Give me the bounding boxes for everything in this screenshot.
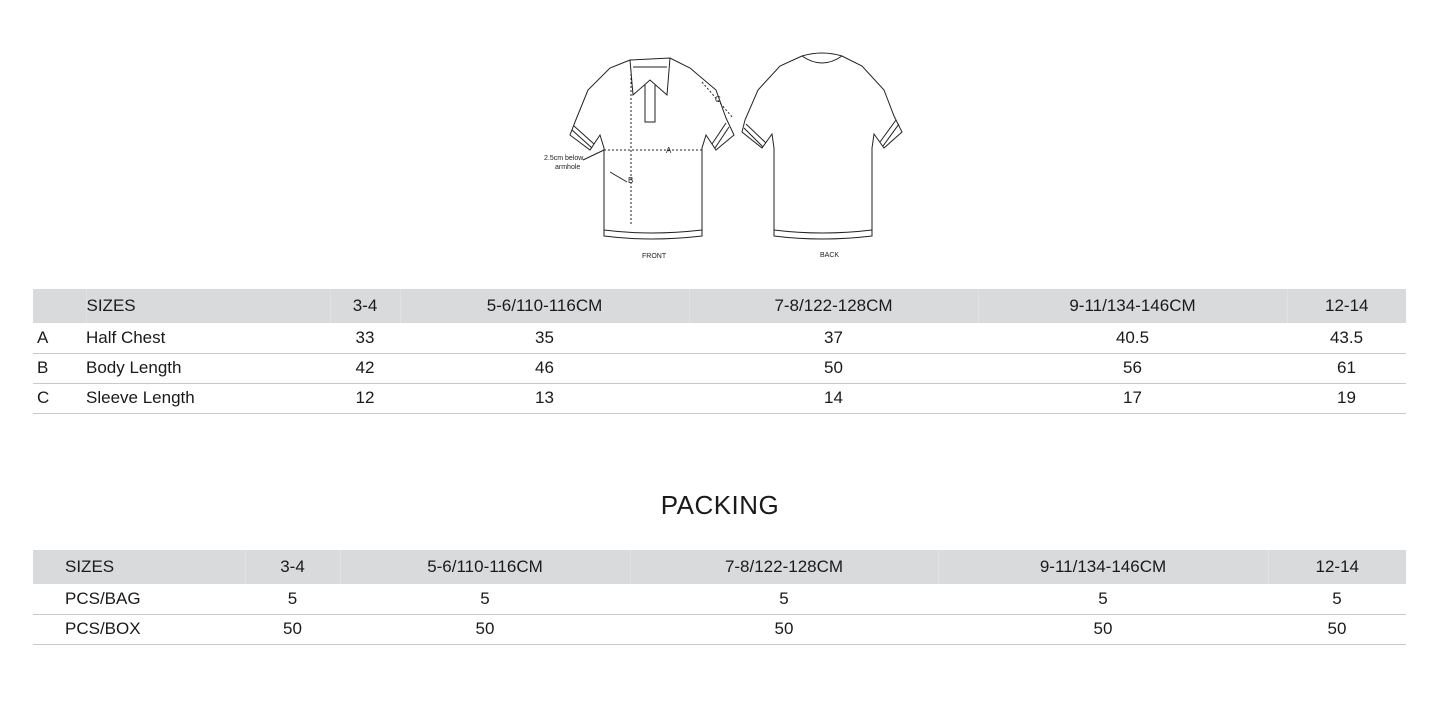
- size-header-col: 3-4: [330, 289, 400, 323]
- table-cell: 61: [1287, 353, 1406, 383]
- table-cell: 37: [689, 323, 978, 353]
- packing-header-col: 5-6/110-116CM: [340, 550, 630, 584]
- table-cell: 46: [400, 353, 689, 383]
- row-label: Sleeve Length: [86, 383, 330, 413]
- table-cell: 40.5: [978, 323, 1287, 353]
- table-cell: 14: [689, 383, 978, 413]
- table-cell: 35: [400, 323, 689, 353]
- table-cell: 13: [400, 383, 689, 413]
- table-cell: 12: [330, 383, 400, 413]
- table-row: [33, 614, 1406, 644]
- packing-header-sizes: SIZES: [65, 557, 115, 576]
- table-cell: 50: [689, 353, 978, 383]
- table-cell: 50: [245, 614, 340, 644]
- back-collar: [802, 56, 842, 63]
- table-cell: 5: [938, 584, 1268, 614]
- front-hem: [604, 230, 702, 233]
- table-cell: 56: [978, 353, 1287, 383]
- polo-shirt-drawing: [530, 40, 910, 270]
- armhole-note-line1: 2.5cm below: [544, 155, 584, 162]
- table-row: [33, 323, 1406, 353]
- table-cell: 50: [630, 614, 938, 644]
- table-cell: 50: [938, 614, 1268, 644]
- packing-header-row: [33, 550, 1406, 584]
- row-code: C: [33, 383, 86, 413]
- front-sleeve-right-hem: [712, 123, 729, 148]
- row-label: PCS/BAG: [33, 584, 245, 614]
- size-header-col: 12-14: [1287, 289, 1406, 323]
- table-cell: 50: [340, 614, 630, 644]
- table-cell: 5: [1268, 584, 1406, 614]
- row-label: Half Chest: [86, 323, 330, 353]
- table-cell: 5: [245, 584, 340, 614]
- table-cell: 50: [1268, 614, 1406, 644]
- table-cell: 19: [1287, 383, 1406, 413]
- back-sleeve-right-hem: [880, 120, 899, 146]
- marker-b-label: B: [628, 176, 634, 185]
- polo-shirt-illustration: [530, 40, 910, 270]
- front-shirt-outline: [570, 58, 734, 239]
- table-cell: 33: [330, 323, 400, 353]
- front-placket: [645, 85, 655, 122]
- size-header-sizes: SIZES: [86, 289, 330, 323]
- armhole-note-line2: armhole: [555, 164, 581, 171]
- size-chart-table: [33, 289, 1406, 414]
- table-row: [33, 353, 1406, 383]
- table-cell: 17: [978, 383, 1287, 413]
- packing-header-col: 7-8/122-128CM: [630, 550, 938, 584]
- back-label: BACK: [820, 252, 840, 259]
- back-shirt-outline: [742, 53, 902, 239]
- row-label: PCS/BOX: [33, 614, 245, 644]
- packing-title: PACKING: [660, 490, 780, 520]
- packing-header-col: 3-4: [245, 550, 340, 584]
- row-code: A: [33, 323, 86, 353]
- table-cell: 43.5: [1287, 323, 1406, 353]
- back-sleeve-left-hem: [744, 124, 766, 147]
- row-code: B: [33, 353, 86, 383]
- table-cell: 42: [330, 353, 400, 383]
- back-hem: [774, 230, 872, 233]
- table-row: [33, 383, 1406, 413]
- table-cell: 5: [340, 584, 630, 614]
- note-leader: [583, 150, 627, 182]
- packing-header-col: 12-14: [1268, 550, 1406, 584]
- packing-table: [33, 550, 1406, 645]
- table-cell: 5: [630, 584, 938, 614]
- row-label: Body Length: [86, 353, 330, 383]
- marker-c-label: C: [715, 95, 721, 104]
- marker-a-label: A: [666, 146, 672, 155]
- size-header-row: [33, 289, 1406, 323]
- table-row: [33, 584, 1406, 614]
- size-header-col: 7-8/122-128CM: [689, 289, 978, 323]
- front-collar: [630, 58, 670, 95]
- front-label: FRONT: [642, 253, 667, 260]
- size-header-col: 5-6/110-116CM: [400, 289, 689, 323]
- size-header-col: 9-11/134-146CM: [978, 289, 1287, 323]
- packing-header-col: 9-11/134-146CM: [938, 550, 1268, 584]
